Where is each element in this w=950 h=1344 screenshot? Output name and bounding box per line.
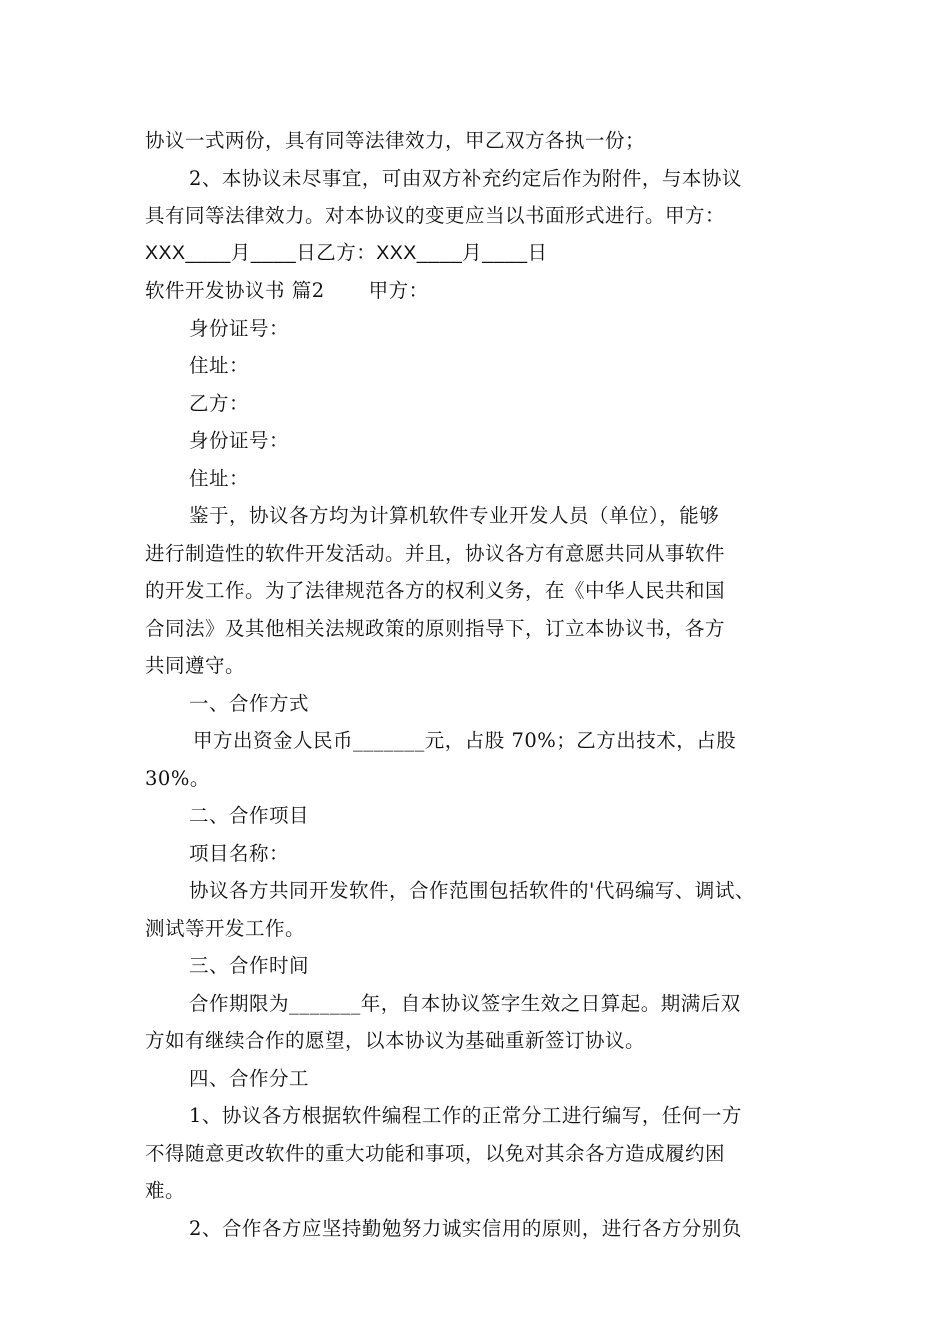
field-address-a: 住址： xyxy=(189,354,250,377)
section-4-body: 不得随意更改软件的重大功能和事项，以免对其余各方造成履约困 xyxy=(145,1141,726,1165)
section-1-body: 30%。 xyxy=(145,766,210,790)
text-line: 2、本协议未尽事宜，可由双方补充约定后作为附件，与本协议 xyxy=(189,166,742,190)
section-4-body: 难。 xyxy=(145,1179,186,1202)
section-2-title: 二、合作项目 xyxy=(189,804,310,827)
preamble-line: 鉴于，协议各方均为计算机软件专业开发人员（单位），能够 xyxy=(189,504,720,527)
section-4-body: 1、协议各方根据软件编程工作的正常分工进行编写，任何一方 xyxy=(189,1104,742,1127)
text-line: 协议一式两份，具有同等法律效力，甲乙双方各执一份； xyxy=(145,129,646,152)
preamble-line: 的开发工作。为了法律规范各方的权利义务，在《中华人民共和国 xyxy=(145,579,726,602)
section-4-item-2: 2、合作各方应坚持勤勉努力诚实信用的原则，进行各方分别负 xyxy=(189,1216,742,1240)
section-3-body: 合作期限为_______年，自本协议签字生效之日算起。期满后双 xyxy=(189,991,741,1015)
text-line: 具有同等法律效力。对本协议的变更应当以书面形式进行。甲方： xyxy=(145,204,726,227)
preamble-line: 共同遵守。 xyxy=(145,654,246,677)
section-4-title: 四、合作分工 xyxy=(189,1066,310,1090)
document-body xyxy=(145,122,810,1247)
section-3-body: 方如有继续合作的愿望，以本协议为基础重新签订协议。 xyxy=(145,1029,646,1052)
preamble-line: 进行制造性的软件开发活动。并且，协议各方有意愿共同从事软件 xyxy=(145,541,726,565)
project-name-field: 项目名称： xyxy=(189,841,290,865)
preamble-line: 合同法》及其他相关法规政策的原则指导下，订立本协议书，各方 xyxy=(145,616,726,640)
field-id-number-b: 身份证号： xyxy=(189,429,290,452)
field-party-b: 乙方： xyxy=(189,391,250,415)
section-heading-line xyxy=(145,272,810,310)
signature-date-line: XXX____月____日乙方：XXX____月____日 xyxy=(145,241,548,264)
field-address-b: 住址： xyxy=(189,466,250,490)
section-3-title: 三、合作时间 xyxy=(189,954,310,977)
section-heading: 软件开发协议书 篇2 xyxy=(145,279,325,302)
section-1-title: 一、合作方式 xyxy=(189,691,310,715)
section-2-body: 测试等开发工作。 xyxy=(145,916,306,940)
section-2-body: 协议各方共同开发软件，合作范围包括软件的'代码编写、调试、 xyxy=(189,879,755,902)
party-a-label: 甲方： xyxy=(368,279,429,302)
field-id-number-a: 身份证号： xyxy=(189,316,290,340)
section-1-body: 甲方出资金人民币_______元，占股 70%；乙方出技术，占股 xyxy=(193,729,737,752)
